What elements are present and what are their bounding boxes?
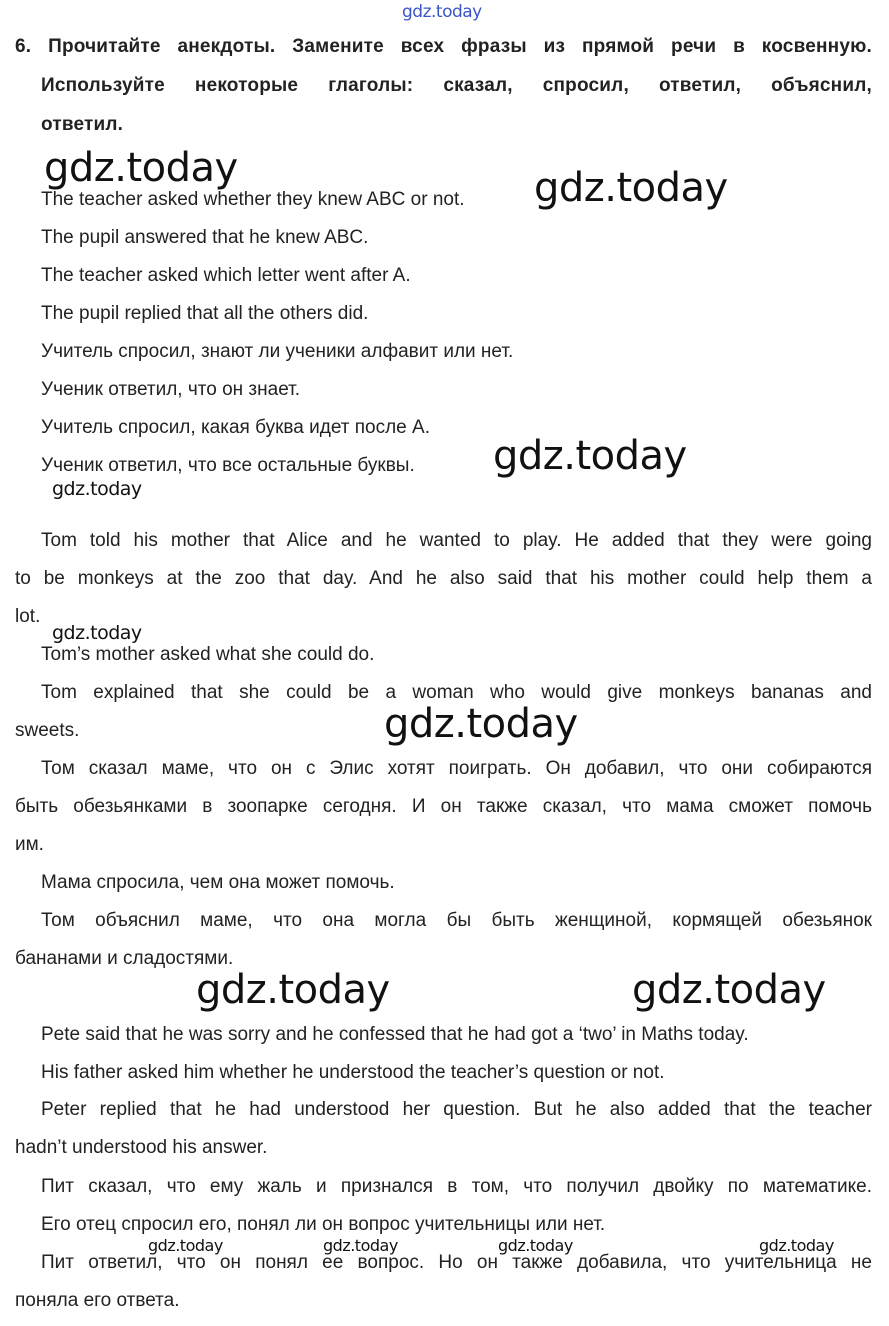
joke2-ru-line-3: им. xyxy=(15,834,44,855)
joke2-en-line-4: Tom’s mother asked what she could do. xyxy=(41,644,375,665)
watermark-large-6: gdz.today xyxy=(632,967,826,1013)
joke2-en-line-6: sweets. xyxy=(15,720,80,741)
joke1-ru-line-1: Учитель спросил, знают ли ученики алфавит или нет. xyxy=(41,341,514,362)
watermark-footer-2: gdz.today xyxy=(323,1236,398,1255)
watermark-large-4: gdz.today xyxy=(384,701,578,747)
joke2-ru-line-4: Мама спросила, чем она может помочь. xyxy=(41,872,395,893)
task-heading-line-1: 6. Прочитайте анекдоты. Замените всех фразы из прямой речи в косвенную. xyxy=(15,36,872,57)
task-heading-line-3: ответил. xyxy=(41,114,124,135)
watermark-large-3: gdz.today xyxy=(493,433,687,479)
joke1-en-line-2: The pupil answered that he knew ABC. xyxy=(41,227,369,248)
joke3-en-line-3: Peter replied that he had understood her question. But he also added that the teacher xyxy=(41,1099,872,1120)
watermark-large-1: gdz.today xyxy=(44,145,238,191)
joke2-en-line-1: Tom told his mother that Alice and he wanted to play. He added that they were going xyxy=(41,530,872,551)
joke1-en-line-1: The teacher asked whether they knew ABC or not. xyxy=(41,189,465,210)
watermark-footer-1: gdz.today xyxy=(148,1236,223,1255)
joke2-en-line-5: Tom explained that she could be a woman who would give monkeys bananas and xyxy=(41,682,872,703)
joke2-ru-line-2: быть обезьянками в зоопарке сегодня. И он также сказал, что мама сможет помочь xyxy=(15,796,872,817)
joke1-en-line-3: The teacher asked which letter went after A. xyxy=(41,265,411,286)
watermark-large-5: gdz.today xyxy=(196,967,390,1013)
joke1-ru-line-3: Учитель спросил, какая буква идет после А. xyxy=(41,417,430,438)
watermark-footer-3: gdz.today xyxy=(498,1236,573,1255)
joke2-en-line-2: to be monkeys at the zoo that day. And he also said that his mother could help them a xyxy=(15,568,872,589)
joke3-ru-line-2: Его отец спросил его, понял ли он вопрос учительницы или нет. xyxy=(41,1214,606,1235)
task-heading-line-2: Используйте некоторые глаголы: сказал, спросил, ответил, объяснил, xyxy=(41,75,872,96)
joke3-ru-line-1: Пит сказал, что ему жаль и признался в том, что получил двойку по математике. xyxy=(41,1176,872,1197)
watermark-large-2: gdz.today xyxy=(534,165,728,211)
joke1-en-line-4: The pupil replied that all the others did. xyxy=(41,303,369,324)
joke1-ru-line-4: Ученик ответил, что все остальные буквы. xyxy=(41,455,415,476)
joke1-ru-line-2: Ученик ответил, что он знает. xyxy=(41,379,301,400)
joke3-en-line-4: hadn’t understood his answer. xyxy=(15,1137,268,1158)
joke3-ru-line-4: поняла его ответа. xyxy=(15,1290,180,1311)
joke2-ru-line-6: бананами и сладостями. xyxy=(15,948,234,969)
joke3-en-line-1: Pete said that he was sorry and he confessed that he had got a ‘two’ in Maths today. xyxy=(41,1024,749,1045)
watermark-footer-4: gdz.today xyxy=(759,1236,834,1255)
joke2-ru-line-1: Том сказал маме, что он с Элис хотят поиграть. Он добавил, что они собираются xyxy=(41,758,872,779)
joke2-en-line-3: lot. xyxy=(15,606,41,627)
watermark-small-1: gdz.today xyxy=(52,478,142,500)
joke3-ru-line-3: Пит ответил, что он понял ее вопрос. Но он также добавила, что учительница не xyxy=(41,1252,872,1273)
joke2-ru-line-5: Том объяснил маме, что она могла бы быть женщиной, кормящей обезьянок xyxy=(41,910,872,931)
watermark-top: gdz.today xyxy=(402,2,482,22)
watermark-small-2: gdz.today xyxy=(52,622,142,644)
joke3-en-line-2: His father asked him whether he understood the teacher’s question or not. xyxy=(41,1062,665,1083)
